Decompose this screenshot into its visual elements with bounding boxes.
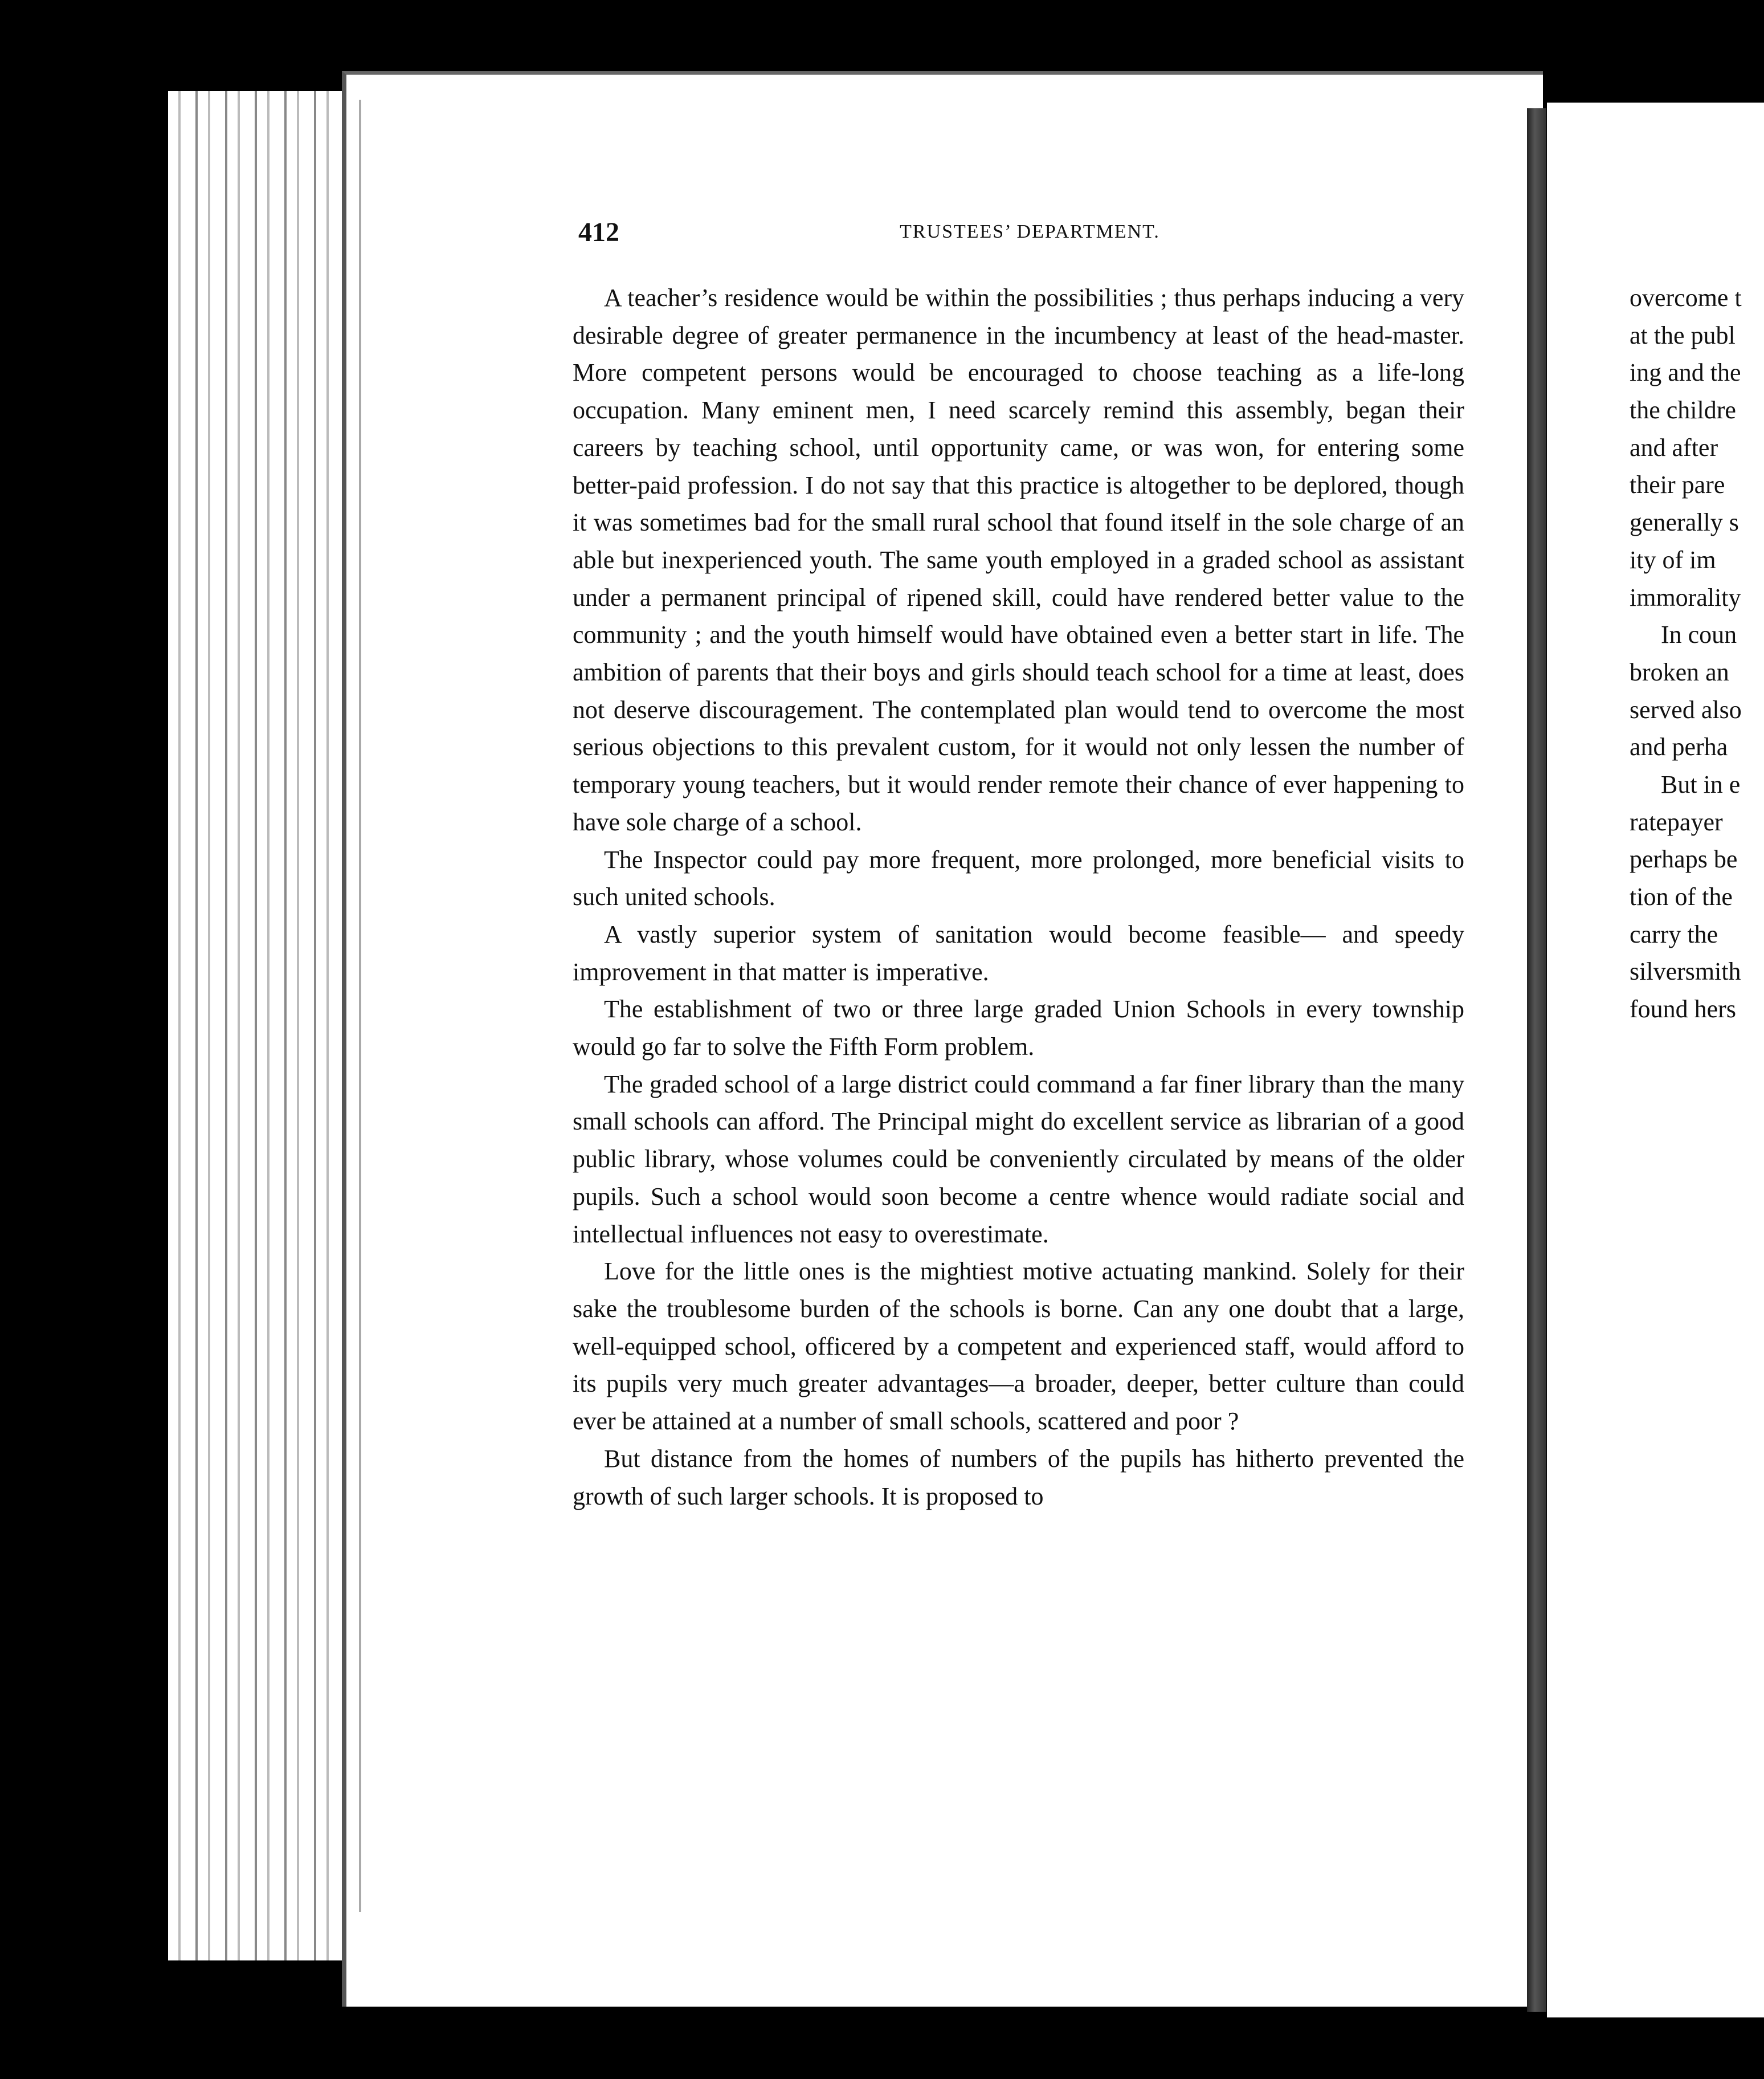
text-line: carry the (1630, 920, 1718, 948)
text-line: perhaps be (1630, 845, 1738, 874)
paragraph: But distance from the homes of numbers of the pupils has hitherto prevented the growth of such larger schools. It is proposed to (573, 1444, 1464, 1510)
text-line: But in e (1661, 770, 1741, 798)
paragraph: The Inspector could pay more frequent, more prolonged, more beneficial visits to such united schools. (573, 845, 1464, 911)
page-number: 412 (578, 217, 619, 247)
text-line: overcome t (1630, 284, 1742, 312)
text-line: their pare (1630, 471, 1725, 499)
text-line: tion of the (1630, 883, 1733, 911)
text-line: ing and the (1630, 358, 1741, 387)
text-line: generally s (1630, 508, 1739, 537)
running-head: TRUSTEES’ DEPARTMENT. (900, 221, 1160, 242)
text-line: found hers (1630, 995, 1736, 1024)
paragraph: A teacher’s residence would be within the possibilities ; thus perhaps inducing a very desirable degree of greater permanence in the incumbency at least of the head-master. More competent persons would be encouraged to choose teaching as a life-long occupation. Many eminent men, I need scarcely remind this assembly, began their careers by teaching school, until opportunity came, or was won, for entering some better-paid profession. I do not say that this practice is altogether to be deplored, though it was sometimes bad for the small rural school that found itself in the sole charge of an able but inexperienced youth. The same youth employed in a graded school as assistant under a permanent principal of ripened skill, could have rendered better value to the community ; and the youth himself would have obtained even a better start in life. The ambition of parents that their boys and girls should teach school for a time at least, does not deserve discouragement. The contemplated plan would tend to overcome the most serious objections to this prevalent custom, for it would not only lessen the number of temporary young teachers, but it would render remote their chance of ever happening to have sole charge of a school. (573, 284, 1464, 836)
paragraph: The establishment of two or three large graded Union Schools in every township would go far to solve the Fifth Form problem. (573, 995, 1464, 1061)
text-line: In coun (1661, 621, 1737, 649)
page-header (578, 217, 1481, 251)
paragraph: Love for the little ones is the mightiest motive actuating mankind. Solely for their sake the troublesome burden of the schools is borne. Can any one doubt that a large, well-equipped school, officered by a competent and experienced staff, would afford to its pupils very much greater advantages—a broader, deeper, better culture than could ever be attained at a number of small schools, scattered and poor ? (573, 1257, 1464, 1436)
right-page-fragment (1630, 279, 1764, 1028)
text-line: and after (1630, 433, 1718, 462)
paragraph: A vastly superior system of sanitation would become feasible— and speedy improvement in that matter is imperative. (573, 920, 1464, 986)
text-line: ity of im (1630, 545, 1716, 574)
text-line: at the publ (1630, 321, 1736, 349)
text-line: ratepayer (1630, 808, 1723, 836)
text-line: served also (1630, 695, 1742, 724)
paragraph: The graded school of a large district could command a far finer library than the many small schools can afford. The Principal might do excellent service as librarian of a good public library, whose volumes could be conveniently circulated by means of the older pupils. Such a school would soon become a centre whence would radiate social and intellectual influences not easy to overestimate. (573, 1070, 1464, 1248)
text-line: and perha (1630, 733, 1728, 761)
left-page-body (573, 279, 1464, 1515)
text-line: immorality (1630, 583, 1741, 612)
page-edge-line (359, 100, 361, 1912)
text-line: broken an (1630, 658, 1729, 686)
text-line: the childre (1630, 396, 1736, 425)
text-line: silversmith (1630, 957, 1741, 986)
book-gutter (1527, 108, 1546, 2012)
